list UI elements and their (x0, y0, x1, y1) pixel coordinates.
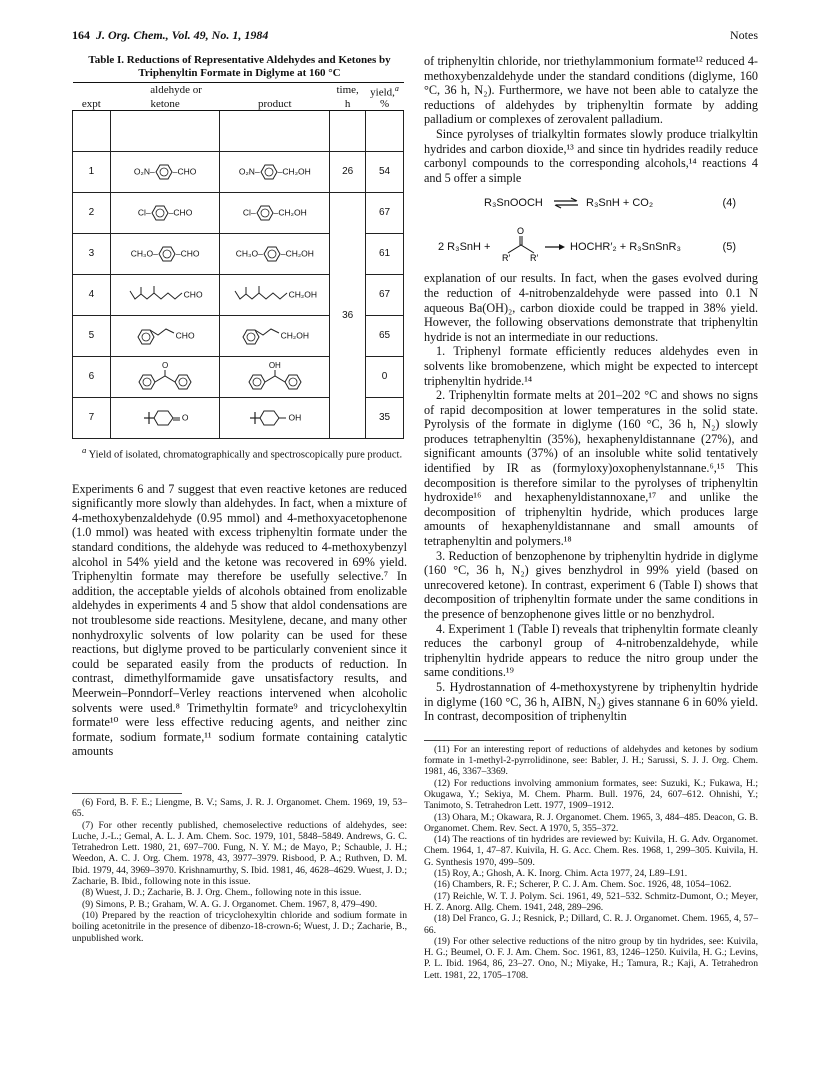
table-header-row-2 (73, 99, 404, 111)
time-cell-merged: 36 (330, 192, 366, 438)
substituent-right: CH₂OH (288, 288, 317, 299)
header-left (72, 28, 268, 43)
expt-cell: 4 (73, 274, 111, 315)
yield-cell: 65 (366, 315, 404, 356)
equation-lhs: R₃SnOOCH (484, 197, 543, 210)
header-expt: expt (73, 99, 111, 111)
left-footnotes (72, 793, 407, 944)
product-structure (220, 274, 330, 315)
footnote-text: Yield of isolated, chromatographically and spectroscopically pure product. (88, 449, 403, 461)
footnote: (9) Simons, P. B.; Graham, W. A. G. J. Organomet. Chem. 1967, 8, 479–490. (82, 898, 378, 910)
left-column (72, 54, 407, 944)
tert-butylcyclohexane-icon (248, 407, 288, 429)
section-label: Notes (730, 28, 758, 42)
yield-cell: 54 (366, 151, 404, 192)
table-caption: Table I. Reductions of Representative Aldehydes and Ketones by Triphenyltin Formate in Diglyme at 160 °C (88, 54, 391, 79)
footnote: (14) The reactions of tin hydrides are reviewed by: Kuivila, H. G. Adv. Organomet. Chem. 1964, 1, 47–87. Kuivila, H. G. Acc. Chem. Res. 1968, 1, 299–305. Kuivila, H. G. Synthesis 1970, 499–509. (424, 834, 758, 868)
product-structure (220, 315, 330, 356)
benzene-ring-icon (260, 164, 278, 180)
footnote: (6) Ford, B. F. E.; Liengme, B. V.; Sams, J. R. J. Organomet. Chem. 1969, 19, 53–65. (72, 796, 407, 820)
header-yield-line2: % (366, 99, 404, 111)
substituent-right: O (181, 411, 189, 422)
expt-cell: 2 (73, 192, 111, 233)
equilibrium-arrow-icon (552, 197, 580, 209)
equation-number: (4) (722, 197, 736, 210)
yield-cell: 35 (366, 397, 404, 438)
substrate-structure (110, 356, 220, 397)
substituent-right: CHO (175, 329, 195, 340)
right-paragraph: 5. Hydrostannation of 4-methoxystyrene by triphenyltin hydride in diglyme (160 °C, 36 h, AIBN, N₂) gives stannane 6 in 60% yield. In contrast, decomposition of triphenyltin (424, 679, 758, 724)
benzene-ring-icon (256, 205, 274, 221)
running-header (72, 28, 758, 44)
substrate-structure (110, 274, 220, 315)
substrate-structure (110, 397, 220, 438)
svg-text:R′: R′ (530, 253, 539, 264)
yield-cell: 67 (366, 192, 404, 233)
substituent-right: OH (288, 411, 302, 422)
equation-lhs: 2 R₃SnH + (438, 241, 491, 254)
yield-cell: 67 (366, 274, 404, 315)
reaction-arrow-icon (544, 243, 566, 251)
header-yield-footnote-mark: a (394, 84, 399, 93)
equation-5 (424, 225, 758, 265)
table-row (73, 151, 404, 192)
right-paragraph: explanation of our results. In fact, when the gases evolved during the reduction of 4-nitrobenzaldehyde were passed into 0.1 N aqueous Ba(OH)₂, carbon dioxide could be trapped in 38% yield. However, the following observations demonstrate that triphenyltin hydride is not an intermediate in our reductions. (424, 271, 758, 344)
benzene-ring-icon (263, 246, 281, 262)
svg-text:O: O (517, 226, 525, 237)
ketone-structure-icon (500, 225, 540, 263)
benzophenone-icon (137, 370, 193, 392)
substituent-right: CHO (180, 247, 200, 258)
product-structure: Cl– –CH₂OH (220, 192, 330, 233)
substituent-right: CH₂OH (278, 206, 307, 217)
substituent-top: OH (268, 360, 281, 370)
product-structure (220, 397, 330, 438)
header-time-line2: h (330, 99, 366, 111)
footnote: (8) Wuest, J. D.; Zacharie, B. J. Org. Chem., following note in this issue. (82, 887, 362, 899)
time-cell: 26 (330, 151, 366, 192)
phenylpropyl-icon (136, 324, 176, 348)
equation-4 (424, 193, 758, 219)
footnote: (13) Ohara, M.; Okawara, R. J. Organomet. Chem. 1965, 3, 484–485. Deacon, G. B. Organomet. Chem. Rev. Sect. A 1970, 5, 355–372. (424, 811, 758, 834)
substituent-right: CHO (183, 288, 203, 299)
footnote: (18) Del Franco, G. J.; Resnick, P.; Dillard, C. R. J. Organomet. Chem. 1965, 4, 57–66. (424, 913, 758, 936)
benzhydrol-icon (247, 370, 303, 392)
substrate-structure: CH₃O– –CHO (110, 233, 220, 274)
table-header-row-1 (73, 83, 404, 99)
product-structure: CH₃O– –CH₂OH (220, 233, 330, 274)
header-substrate-line1: aldehyde or (110, 83, 329, 99)
footnote-rule (424, 740, 534, 741)
header-product: product (220, 99, 330, 111)
right-footnotes (424, 740, 758, 981)
footnote-mark: a (82, 444, 87, 455)
substrate-structure (110, 315, 220, 356)
svg-text:R′: R′ (502, 253, 511, 264)
benzene-ring-icon (155, 164, 173, 180)
substituent-right: CH₂OH (282, 165, 311, 176)
substrate-structure: Cl– –CHO (110, 192, 220, 233)
left-body-paragraph: Experiments 6 and 7 suggest that even reactive ketones are reduced significantly more slowly than aldehydes. In fact, when a mixture of 4-methoxybenzaldehyde (0.95 mmol) and 4-methoxyacetophenone (1.0 mmol) was heated with excess triphenyltin formate under the standard conditions, the aldehyde was reduced to 4-methoxybenzyl alcohol in 54% yield and the ketone was recovered in 69% yield. Triphenyltin formate may therefore be usefully selective.⁷ In addition, the acceptable yields of alcohols obtained from enolizable aldehydes in experiments 4 and 5 show that aldol condensations are not troublesome side reactions. Mesitylene, decane, and many other nonhydroxylic solvents of low polarity can be used for these reactions, but diglyme proved to be particularly convenient since it could be separated easily from the products of reduction. In contrast, dimethylformamide gave unsatisfactory results, and Meerwein–Ponndorf–Verley reactions intervened when alcoholic solvents were used.⁸ Trimethyltin formate⁹ and tricyclohexyltin formate¹⁰ were less effective reducing agents, and neither zinc formate, sodium formate,¹¹ sodium formate containing catalytic amounts (72, 481, 407, 759)
footnote: (17) Reichle, W. T. J. Polym. Sci. 1961, 49, 521–532. Schmitz-Dumont, O.; Meyer, H. Z. Anorg. Allg. Chem. 1941, 248, 289–296. (424, 890, 758, 913)
header-time-line1: time, (330, 83, 366, 99)
expt-cell: 7 (73, 397, 111, 438)
footnote-rule (72, 793, 182, 794)
substituent-left: O₂N (133, 165, 150, 176)
footnote: (16) Chambers, R. F.; Scherer, P. C. J. Am. Chem. Soc. 1926, 48, 1054–1062. (434, 879, 732, 891)
alkyl-chain-icon (128, 285, 184, 305)
table-spacer-row (73, 110, 404, 151)
equation-rhs: R₃SnH + CO₂ (586, 197, 654, 210)
footnote: (12) For reductions involving ammonium formates, see: Suzuki, K.; Fukawa, H.; Okugawa, Y.; Sekiya, M. Chem. Pharm. Bull. 1976, 24, 607–612. Ohnishi, Y.; Tanimoto, S. Tetrahedron Lett. 1977, 1909–1912. (424, 777, 758, 812)
alkyl-chain-icon (233, 285, 289, 305)
expt-cell: 6 (73, 356, 111, 397)
substituent-left: Cl (137, 206, 146, 217)
substituent-left: CH₃O (235, 247, 259, 258)
substituent-right: CH₂OH (285, 247, 314, 258)
substituent-left: CH₃O (130, 247, 154, 258)
right-paragraph: of triphenyltin chloride, nor triethylammonium formate¹² reduced 4-methoxybenzaldehyde under the standard conditions (diglyme, 160 °C, 36 h, N₂). Furthermore, we have not been able to catalyze the reductions of aldehydes by triphenyltin formate by adding palladium or complexes of zerovalent palladium. (424, 54, 758, 127)
right-paragraph: Since pyrolyses of trialkyltin formates slowly produce trialkyltin hydrides and carbon dioxide,¹³ and since tin hydrides readily reduce carbonyl compounds to the corresponding alcohols,¹⁴ reactions 4 and 5 offer a simple (424, 126, 758, 185)
expt-cell: 1 (73, 151, 111, 192)
product-structure: O₂N– –CH₂OH (220, 151, 330, 192)
reductions-table (72, 82, 404, 439)
product-structure (220, 356, 330, 397)
benzene-ring-icon (151, 205, 169, 221)
table-row (73, 192, 404, 233)
expt-cell: 5 (73, 315, 111, 356)
benzene-ring-icon (158, 246, 176, 262)
right-paragraph: 4. Experiment 1 (Table I) reveals that triphenyltin formate cleanly reduces the carbonyl group of 4-nitrobenzaldehyde, while triphenyltin hydride appears to reduce the nitro group under the same conditions.¹⁹ (424, 621, 758, 680)
tert-butylcyclohexane-icon (142, 407, 182, 429)
footnote: (15) Roy, A.; Ghosh, A. K. Inorg. Chim. Acta 1977, 24, L89–L91. (434, 868, 688, 880)
yield-cell: 61 (366, 233, 404, 274)
substituent-right: CHO (173, 206, 193, 217)
equation-rhs: HOCHR′₂ + R₃SnSnR₃ (570, 241, 681, 254)
substrate-structure: O₂N– –CHO (110, 151, 220, 192)
substituent-right: CH₂OH (280, 329, 309, 340)
footnote: (19) For other selective reductions of the nitro group by tin hydrides, see: Kuivila, H. G.; Beumel, O. F. J. Am. Chem. Soc. 1961, 83, 1246–1250. Kuivila, H. G.; Levins, P. L. Ibid. 1964, 86, 23–27. Ono, N.; Miyake, H.; Tamura, R.; Kaji, A. Tetrahedron Lett. 1981, 22, 1705–1708. (424, 935, 758, 981)
right-paragraph: 3. Reduction of benzophenone by triphenyltin hydride in diglyme (160 °C, 36 h, N₂) gives benzhydrol in 99% yield (based on unrecovered ketone). In contrast, experiment 6 (Table I) shows that decomposition of triphenyltin formate under the same conditions in the presence of benzophenone gives little or no benzhydrol. (424, 548, 758, 621)
equation-number: (5) (722, 241, 736, 254)
footnote: (10) Prepared by the reaction of tricyclohexyltin chloride and sodium formate in boiling acetonitrile in the presence of dibenzo-18-crown-6; Wuest, J. D.; Zacharie, B., unpublished work. (72, 909, 407, 944)
substituent-right: CHO (177, 165, 197, 176)
header-substrate-line2: ketone (110, 99, 220, 111)
journal-page (72, 28, 758, 1058)
expt-cell: 3 (73, 233, 111, 274)
right-column (424, 54, 758, 981)
journal-citation: J. Org. Chem., Vol. 49, No. 1, 1984 (96, 28, 269, 42)
substituent-top: O (162, 360, 169, 370)
substituent-left: Cl (242, 206, 251, 217)
right-paragraph: 1. Triphenyl formate efficiently reduces aldehydes even in solvents like bromobenzene, which might be expected to intercept triphenyltin hydride.¹⁴ (424, 344, 758, 388)
right-paragraph: 2. Triphenyltin formate melts at 201–202 °C and shows no signs of rapid decomposition at lower temperatures in the solid state. Pyrolysis of the formate in diglyme (160 °C, 36 h, N₂) slowly produces tetraphenyltin (35%), hexaphenyldistannane (27%), and significant amounts (37%) of an insoluble white solid tentatively identified by IR as (formyloxy)oxophenylstannane.⁶,¹⁵ This decomposition is therefore similar to the pyrolyses of triphenyltin hydroxide¹⁶ and hexaphenyldistannoxane,¹⁷ and unlike the decomposition of triphenyltin hydride, which produces large amounts of hexaphenyldistannane and small amounts of tetraphenyltin and polymers.¹⁸ (424, 388, 758, 549)
page-number: 164 (72, 28, 90, 42)
footnote: (11) For an interesting report of reductions of aldehydes and ketones by sodium formate in 1-methyl-2-pyrrolidinone, see: Babler, J. H.; Sarussi, S. J. J. Org. Chem. 1981, 46, 3367–3369. (424, 743, 758, 778)
substituent-left: O₂N (238, 165, 255, 176)
footnote: (7) For other recently published, chemoselective reductions of aldehydes, see: Luche, J.-L.; Gemal, A. L. J. Am. Chem. Soc. 1979, 101, 5848–5849. Andrews, G. C. Tetrahedron Lett. 1980, 21, 697–700. Fung, N. Y. M.; de Mayo, P.; Schauble, J. H.; Weedon, A. C. J. Org. Chem. 1978, 43, 3977–3979. Risbood, P. A.; Ruthven, D. M. Ibid. 1979, 44, 3969–3970. Krishnamurthy, S. Ibid. 1981, 46, 4628–4629. Wuest, J. D.; Zacharie, B. Ibid., following note in this issue. (72, 819, 407, 888)
header-yield-line1: yield, (370, 86, 395, 99)
yield-cell: 0 (366, 356, 404, 397)
phenylpropyl-icon (241, 324, 281, 348)
table-footnote (72, 444, 407, 462)
